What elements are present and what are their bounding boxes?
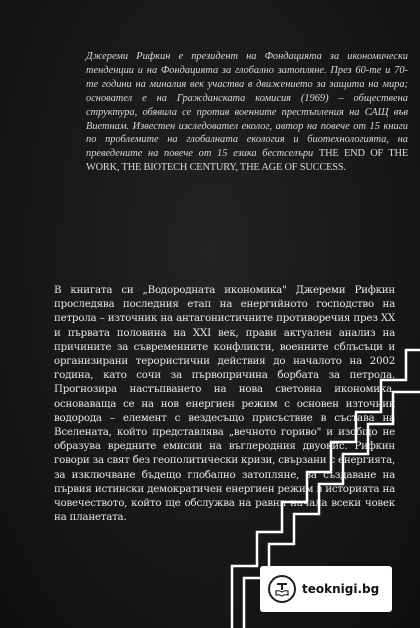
author-bio bbox=[86, 50, 408, 175]
book-logo-icon bbox=[268, 575, 296, 603]
book-description: В книгата си „Водородната икономика" Джереми Рифкин проследява последния етап на енергийното господство на петрола – източник на антагонистичните противоречия през XX и първата половина на XXI век, прави актуален анализ на причините за съвременните конфликти, военните сблъсъци и организирани терористични действия до началото на 2002 година, като сочи за първопричина борбата за петрола. Прогнозира настъпването на нова световна икономика, основаваща се на нов енергиен режим с основен източник водорода – елемент с вездесъщо присъствие в състава на Вселената, който представлява „вечното гориво" и изобщо не образува вредните емисии на въглеродния двуокис. Рифкин говори за свят без геополитически кризи, свързани с енергията, за изключване бъдещо глобално затопляне, за създаване на първия истински демократичен енергиен режим в историята на човечеството, който ще обслужва на равни начала всеки човек на планетата. bbox=[54, 284, 395, 524]
author-bio-text: Джереми Рифкин е президент на Фондацията за икономически тенденции и на Фондацията за глобално затопляне. През 60-те и 70-те години на миналия век участва в движението за защита на мира; основател е на Гражданската комисия (1969) – обществена структура, обявила се против военните престъпления на САЩ във Виетнам. Известен изследовател еколог, автор на повече от 15 книги по проблемите на глобалната екология и биотехнологията, на преведените на повече от 15 езика бестселъри bbox=[86, 51, 408, 160]
author-book-titles: THE END OF THE WORK, THE BIOTECH CENTURY, THE AGE OF SUCCESS. bbox=[86, 148, 408, 174]
watermark-site-name: teoknigi.bg bbox=[302, 582, 380, 596]
watermark-logo[interactable] bbox=[260, 566, 392, 612]
